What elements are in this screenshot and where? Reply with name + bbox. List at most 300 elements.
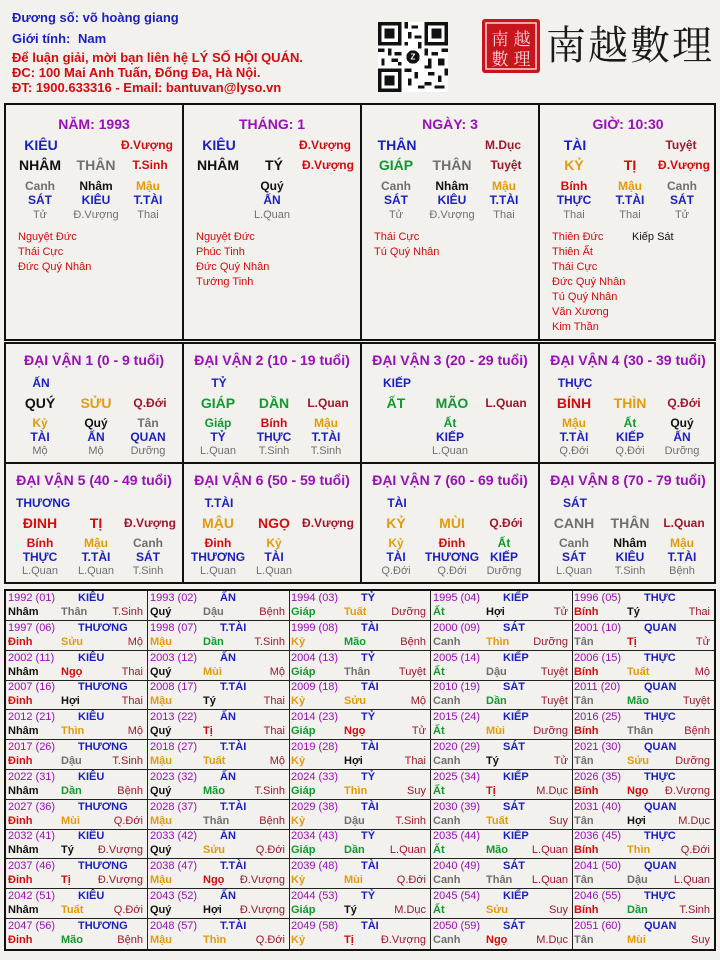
year-label: 2037 (46) bbox=[8, 860, 56, 872]
year-stage: Đ.Vượng bbox=[664, 785, 710, 797]
year-branch: Thân bbox=[203, 815, 230, 827]
year-branch: Tý bbox=[627, 606, 640, 618]
year-branch: Dậu bbox=[486, 666, 507, 678]
earthly-branch: THÂN bbox=[432, 157, 472, 173]
year-cell[interactable] bbox=[148, 889, 290, 919]
year-branch: Tị bbox=[486, 785, 496, 797]
dai-van-hidden-stage: Q.Đới bbox=[437, 565, 467, 577]
year-branch: Sửu bbox=[627, 755, 650, 767]
year-stem: Quý bbox=[150, 844, 172, 856]
hidden-stage: Đ.Vượng bbox=[429, 209, 475, 221]
year-stage: Đ.Vượng bbox=[380, 934, 426, 946]
year-label: 2021 (30) bbox=[574, 741, 622, 753]
year-cell[interactable] bbox=[6, 859, 148, 889]
dai-van-hidden-stem: Bính bbox=[260, 416, 288, 430]
year-stage: Mộ bbox=[127, 725, 143, 737]
dai-van-hidden-god: SÁT bbox=[136, 550, 160, 564]
year-cell[interactable] bbox=[572, 770, 714, 800]
year-branch: Thân bbox=[486, 874, 513, 886]
year-ten-god: TÀI bbox=[361, 622, 379, 634]
year-branch: Dậu bbox=[344, 815, 365, 827]
year-branch: Hợi bbox=[61, 695, 80, 707]
dai-van-8 bbox=[540, 464, 716, 582]
dai-van-hidden-god: KIẾP bbox=[435, 430, 464, 444]
year-branch: Mão bbox=[627, 695, 649, 707]
dai-van-stage: Q.Đới bbox=[489, 516, 523, 530]
dai-van-branch: TỊ bbox=[89, 515, 103, 531]
year-label: 1999 (08) bbox=[291, 622, 339, 634]
year-cell[interactable] bbox=[148, 770, 290, 800]
year-ten-god: THƯƠNG bbox=[78, 681, 128, 693]
dai-van-branch: NGỌ bbox=[258, 515, 290, 531]
dai-van-4 bbox=[540, 344, 716, 462]
qr-code-icon[interactable] bbox=[378, 22, 448, 92]
year-cell[interactable] bbox=[289, 621, 431, 651]
year-cell[interactable] bbox=[6, 770, 148, 800]
dai-van-hidden-stage: Q.Đới bbox=[559, 445, 589, 457]
year-label: 2027 (36) bbox=[8, 801, 56, 813]
year-stage: T.Sinh bbox=[254, 785, 285, 797]
year-cell[interactable] bbox=[289, 889, 431, 919]
divine-star: Phúc Tinh bbox=[196, 246, 245, 258]
year-stem: Tân bbox=[574, 874, 594, 886]
year-stem: Quý bbox=[150, 606, 172, 618]
dai-van-ten-god: THỰC bbox=[557, 376, 593, 390]
dai-van-hidden-stage: T.Sinh bbox=[132, 565, 164, 577]
year-stem: Bính bbox=[574, 904, 599, 916]
pillar-top-stage: Tuyệt bbox=[665, 138, 697, 152]
duong-so-value: võ hoàng giang bbox=[82, 10, 179, 25]
dai-van-branch: MÃO bbox=[435, 395, 469, 411]
dai-van-hidden-stem: Mậu bbox=[84, 536, 108, 550]
dai-van-stem: QUÝ bbox=[24, 395, 56, 411]
year-cell[interactable] bbox=[148, 651, 290, 681]
year-ten-god: ẤN bbox=[220, 592, 236, 604]
year-ten-god: THỰC bbox=[644, 652, 676, 664]
year-branch: Dậu bbox=[61, 755, 82, 767]
year-label: 2003 (12) bbox=[150, 652, 198, 664]
year-branch: Dần bbox=[203, 636, 224, 648]
dai-van-6 bbox=[184, 464, 360, 582]
year-cell[interactable] bbox=[289, 829, 431, 859]
year-cell[interactable] bbox=[289, 740, 431, 770]
dai-van-hidden-god: THỰC bbox=[22, 550, 58, 564]
year-label: 2044 (53) bbox=[291, 890, 339, 902]
dai-van-ten-god: TỶ bbox=[211, 376, 227, 390]
year-ten-god: QUAN bbox=[644, 920, 677, 932]
year-ten-god: KIÊU bbox=[78, 890, 105, 902]
year-stage: Thai bbox=[121, 695, 143, 707]
year-branch: Dần bbox=[627, 904, 648, 916]
year-label: 2014 (23) bbox=[291, 711, 339, 723]
hidden-ten-god: SÁT bbox=[670, 193, 694, 207]
duong-so-line bbox=[12, 10, 179, 25]
heavenly-stem: NHÂM bbox=[19, 157, 61, 173]
year-ten-god: THỰC bbox=[644, 830, 676, 842]
year-stage: M.Dục bbox=[536, 934, 568, 946]
year-branch: Thân bbox=[627, 725, 654, 737]
year-cell[interactable] bbox=[431, 621, 573, 651]
year-stage: Mộ bbox=[269, 755, 285, 767]
year-cell[interactable] bbox=[148, 621, 290, 651]
dai-van-hidden-god: ẤN bbox=[87, 430, 105, 444]
year-stem: Bính bbox=[574, 725, 599, 737]
gioi-tinh-value: Nam bbox=[77, 31, 107, 46]
year-cell[interactable] bbox=[289, 770, 431, 800]
dai-van-stem: BÍNH bbox=[556, 395, 592, 411]
year-stage: Suy bbox=[549, 815, 568, 827]
year-ten-god: T.TÀI bbox=[220, 860, 247, 872]
year-cell[interactable] bbox=[148, 710, 290, 740]
year-stem: Giáp bbox=[291, 844, 316, 856]
year-stage: Đ.Vượng bbox=[239, 904, 285, 916]
hidden-stage: Thai bbox=[619, 209, 641, 221]
dai-van-hidden-stage: Dưỡng bbox=[486, 565, 522, 577]
year-branch: Tý bbox=[486, 755, 499, 767]
year-label: 2039 (48) bbox=[291, 860, 339, 872]
dai-van-hidden-god: T.TÀI bbox=[81, 550, 111, 564]
dai-van-hidden-stage: L.Quan bbox=[77, 565, 115, 577]
year-ten-god: KIẾP bbox=[503, 592, 529, 604]
hidden-stage: L.Quan bbox=[253, 209, 291, 221]
dai-van-hidden-god: TÀI bbox=[386, 550, 406, 564]
dai-van-hidden-stage: Mộ bbox=[32, 445, 48, 457]
year-stem: Tân bbox=[574, 755, 594, 767]
phone-email-line[interactable]: ĐT: 1900.633316 - Email: bantuvan@lyso.vn bbox=[12, 80, 282, 95]
dai-van-branch: MÙI bbox=[439, 515, 465, 531]
year-branch: Thìn bbox=[344, 785, 368, 797]
year-stage: T.Sinh bbox=[395, 815, 426, 827]
svg-text:Z: Z bbox=[410, 52, 416, 62]
hidden-stem: Mậu bbox=[618, 179, 642, 193]
year-label: 2047 (56) bbox=[8, 920, 56, 932]
year-cell[interactable] bbox=[431, 919, 573, 949]
year-ten-god: T.TÀI bbox=[220, 920, 247, 932]
year-cell[interactable] bbox=[289, 651, 431, 681]
dai-van-title: ĐẠI VẬN 4 (30 - 39 tuổi) bbox=[550, 352, 706, 368]
year-stage: Dưỡng bbox=[675, 755, 710, 767]
year-stage: Q.Đới bbox=[113, 815, 143, 827]
year-ten-god: SÁT bbox=[503, 801, 525, 813]
year-cell[interactable] bbox=[6, 680, 148, 710]
year-stem: Nhâm bbox=[8, 785, 39, 797]
year-stem: Ất bbox=[433, 785, 445, 797]
year-stem: Quý bbox=[150, 785, 172, 797]
year-stage: Q.Đới bbox=[113, 904, 143, 916]
year-stem: Ất bbox=[433, 844, 445, 856]
earthly-branch: TÝ bbox=[265, 157, 283, 173]
pillar-3 bbox=[362, 105, 538, 339]
year-ten-god: TỶ bbox=[361, 711, 376, 723]
heavenly-stem: KỶ bbox=[564, 157, 584, 173]
year-cell[interactable] bbox=[148, 829, 290, 859]
year-ten-god: THƯƠNG bbox=[78, 622, 128, 634]
year-branch: Hợi bbox=[203, 904, 222, 916]
year-cell[interactable] bbox=[289, 859, 431, 889]
year-stem: Kỷ bbox=[291, 934, 306, 946]
year-stage: Suy bbox=[691, 934, 710, 946]
dai-van-hidden-god: T.TÀI bbox=[311, 430, 341, 444]
hidden-stage: Tử bbox=[32, 209, 48, 221]
dai-van-hidden-god: KIẾP bbox=[615, 430, 644, 444]
year-label: 2006 (15) bbox=[574, 652, 622, 664]
year-branch: Thìn bbox=[203, 934, 227, 946]
year-cell[interactable] bbox=[431, 829, 573, 859]
year-cell[interactable] bbox=[148, 740, 290, 770]
year-ten-god: T.TÀI bbox=[220, 681, 247, 693]
pillar-ten-god: KIÊU bbox=[202, 137, 236, 153]
dai-van-ten-god: SÁT bbox=[563, 496, 587, 510]
year-cell[interactable] bbox=[431, 889, 573, 919]
year-ten-god: TÀI bbox=[361, 741, 379, 753]
year-cell[interactable] bbox=[572, 859, 714, 889]
year-label: 2050 (59) bbox=[433, 920, 481, 932]
divine-star: Tướng Tinh bbox=[196, 276, 254, 288]
pillar-1 bbox=[6, 105, 182, 339]
year-label: 2023 (32) bbox=[150, 771, 198, 783]
dai-van-ten-god: KIẾP bbox=[382, 376, 411, 390]
year-stem: Kỷ bbox=[291, 636, 306, 648]
year-cell[interactable] bbox=[148, 859, 290, 889]
year-branch: Tuất bbox=[627, 666, 650, 678]
year-cell[interactable] bbox=[6, 710, 148, 740]
dai-van-hidden-stage: L.Quan bbox=[431, 445, 469, 457]
year-stage: L.Quan bbox=[389, 844, 426, 856]
dai-van-1 bbox=[6, 344, 182, 462]
gioi-tinh-label: Giới tính: bbox=[12, 31, 71, 46]
year-cell[interactable] bbox=[289, 800, 431, 830]
year-label: 2046 (55) bbox=[574, 890, 622, 902]
year-stage: Tử bbox=[553, 755, 568, 767]
year-cell[interactable] bbox=[431, 800, 573, 830]
year-cell[interactable] bbox=[148, 919, 290, 949]
dai-van-hidden-stem: Mậu bbox=[670, 536, 694, 550]
year-label: 2026 (35) bbox=[574, 771, 622, 783]
year-ten-god: QUAN bbox=[644, 622, 677, 634]
year-ten-god: KIẾP bbox=[503, 652, 529, 664]
year-stem: Ất bbox=[433, 725, 445, 737]
address-line: ĐC: 100 Mai Anh Tuấn, Đống Đa, Hà Nội. bbox=[12, 65, 261, 80]
year-cell[interactable] bbox=[572, 889, 714, 919]
hidden-stage: Tử bbox=[388, 209, 404, 221]
svg-text:理: 理 bbox=[513, 50, 531, 70]
year-stage: M.Dục bbox=[394, 904, 426, 916]
year-stage: Q.Đới bbox=[255, 844, 285, 856]
year-cell[interactable] bbox=[431, 770, 573, 800]
year-cell[interactable] bbox=[289, 919, 431, 949]
year-cell[interactable] bbox=[572, 680, 714, 710]
hidden-stage: Thai bbox=[137, 209, 159, 221]
year-label: 2015 (24) bbox=[433, 711, 481, 723]
year-branch: Ngọ bbox=[203, 874, 225, 886]
year-stage: Thai bbox=[404, 755, 426, 767]
year-stem: Mậu bbox=[150, 695, 172, 707]
year-branch: Tý bbox=[203, 695, 216, 707]
hidden-stage: Đ.Vượng bbox=[73, 209, 119, 221]
pillar-top-stage: M.Dục bbox=[485, 138, 521, 152]
year-label: 2048 (57) bbox=[150, 920, 198, 932]
year-cell[interactable] bbox=[431, 651, 573, 681]
year-label: 2025 (34) bbox=[433, 771, 481, 783]
hidden-ten-god: ẤN bbox=[263, 193, 281, 207]
hidden-stem: Mậu bbox=[492, 179, 516, 193]
dai-van-hidden-god: KIẾP bbox=[489, 550, 518, 564]
year-stem: Mậu bbox=[150, 874, 172, 886]
year-cell[interactable] bbox=[289, 680, 431, 710]
year-stem: Quý bbox=[150, 904, 172, 916]
pillar-title: NĂM: 1993 bbox=[58, 116, 130, 132]
year-ten-god: TỶ bbox=[361, 830, 376, 842]
year-ten-god: THƯƠNG bbox=[78, 920, 128, 932]
svg-text:南: 南 bbox=[491, 30, 509, 50]
year-label: 2001 (10) bbox=[574, 622, 622, 634]
year-branch: Mùi bbox=[203, 666, 222, 678]
dai-van-title: ĐẠI VẬN 6 (50 - 59 tuổi) bbox=[194, 472, 350, 488]
year-cell[interactable] bbox=[572, 740, 714, 770]
duong-so-label: Đương số: bbox=[12, 10, 80, 25]
year-label: 2007 (16) bbox=[8, 681, 56, 693]
year-stage: Bệnh bbox=[259, 606, 285, 618]
year-ten-god: T.TÀI bbox=[220, 801, 247, 813]
year-stem: Đinh bbox=[8, 874, 33, 886]
year-branch: Hợi bbox=[486, 606, 505, 618]
year-stage: Đ.Vượng bbox=[97, 844, 143, 856]
year-cell[interactable] bbox=[148, 680, 290, 710]
dai-van-title: ĐẠI VẬN 2 (10 - 19 tuổi) bbox=[194, 352, 350, 368]
dai-van-7 bbox=[362, 464, 538, 582]
year-cell[interactable] bbox=[572, 800, 714, 830]
year-ten-god: ẤN bbox=[220, 830, 236, 842]
year-cell[interactable] bbox=[289, 710, 431, 740]
year-stem: Bính bbox=[574, 606, 599, 618]
divine-star: Tú Quý Nhân bbox=[374, 246, 440, 258]
dai-van-stage: Q.Đới bbox=[133, 396, 167, 410]
hidden-ten-god: T.TÀI bbox=[615, 193, 645, 207]
year-stem: Tân bbox=[574, 636, 594, 648]
year-cell[interactable] bbox=[6, 740, 148, 770]
year-cell[interactable] bbox=[148, 591, 290, 621]
year-cell[interactable] bbox=[572, 621, 714, 651]
year-stage: L.Quan bbox=[531, 844, 568, 856]
year-branch: Mão bbox=[61, 934, 83, 946]
dai-van-branch: THÌN bbox=[613, 395, 647, 411]
dai-van-stem: ĐINH bbox=[22, 515, 58, 531]
year-cell[interactable] bbox=[6, 621, 148, 651]
year-branch: Ngọ bbox=[344, 725, 366, 737]
year-stem: Nhâm bbox=[8, 606, 39, 618]
year-stage: Bệnh bbox=[684, 725, 710, 737]
divine-star: Nguyệt Đức bbox=[18, 231, 77, 243]
year-stage: L.Quan bbox=[673, 874, 710, 886]
year-stage: Q.Đới bbox=[680, 844, 710, 856]
divine-star: Thái Cực bbox=[18, 246, 64, 258]
year-stem: Nhâm bbox=[8, 844, 39, 856]
divine-star: Tú Quý Nhân bbox=[552, 291, 618, 303]
year-branch: Tý bbox=[344, 904, 357, 916]
year-ten-god: QUAN bbox=[644, 860, 677, 872]
dai-van-hidden-stem: Ất bbox=[443, 416, 457, 430]
dai-van-hidden-stage: Dưỡng bbox=[130, 445, 166, 457]
dai-van-title: ĐẠI VẬN 5 (40 - 49 tuổi) bbox=[16, 472, 172, 488]
divine-star: Đức Quý Nhân bbox=[552, 276, 626, 288]
year-cell[interactable] bbox=[148, 800, 290, 830]
dai-van-hidden-stem: Quý bbox=[670, 416, 694, 430]
year-cell[interactable] bbox=[289, 591, 431, 621]
heavenly-stem: NHÂM bbox=[197, 157, 239, 173]
year-cell[interactable] bbox=[6, 800, 148, 830]
year-label: 2034 (43) bbox=[291, 830, 339, 842]
year-branch: Mùi bbox=[61, 815, 80, 827]
hidden-stage: Thai bbox=[493, 209, 515, 221]
year-cell[interactable] bbox=[431, 710, 573, 740]
year-cell[interactable] bbox=[431, 591, 573, 621]
divine-star: Thiên Đức bbox=[552, 231, 604, 243]
year-cell[interactable] bbox=[6, 651, 148, 681]
year-cell[interactable] bbox=[572, 591, 714, 621]
year-stage: T.Sinh bbox=[679, 904, 710, 916]
year-ten-god: KIẾP bbox=[503, 771, 529, 783]
year-ten-god: KIÊU bbox=[78, 711, 105, 723]
svg-text:數: 數 bbox=[491, 50, 509, 70]
year-stem: Kỷ bbox=[291, 695, 306, 707]
year-label: 2019 (28) bbox=[291, 741, 339, 753]
dai-van-hidden-stage: Mộ bbox=[88, 445, 104, 457]
year-branch: Dần bbox=[486, 695, 507, 707]
dai-van-hidden-stage: L.Quan bbox=[21, 565, 59, 577]
pillar-2 bbox=[184, 105, 360, 339]
dai-van-hidden-stage: Dưỡng bbox=[664, 445, 700, 457]
year-branch: Tuất bbox=[203, 755, 226, 767]
year-branch: Thân bbox=[61, 606, 88, 618]
year-branch: Thân bbox=[344, 666, 371, 678]
year-label: 2002 (11) bbox=[8, 652, 55, 664]
year-cell[interactable] bbox=[431, 859, 573, 889]
dai-van-hidden-god: SÁT bbox=[562, 550, 586, 564]
year-ten-god: ẤN bbox=[220, 771, 236, 783]
year-stage: Bệnh bbox=[117, 785, 143, 797]
year-cell[interactable] bbox=[6, 591, 148, 621]
dai-van-hidden-stage: L.Quan bbox=[199, 445, 237, 457]
year-stage: Tử bbox=[553, 606, 568, 618]
dai-van-hidden-stem: Bính bbox=[26, 536, 54, 550]
dai-van-hidden-stage: L.Quan bbox=[255, 565, 293, 577]
year-cell[interactable] bbox=[572, 919, 714, 949]
year-cell[interactable] bbox=[431, 680, 573, 710]
year-stage: Q.Đới bbox=[396, 874, 426, 886]
year-label: 2010 (19) bbox=[433, 681, 481, 693]
dai-van-hidden-god: T.TÀI bbox=[559, 430, 589, 444]
year-cell[interactable] bbox=[572, 651, 714, 681]
branch-stage: Tuyệt bbox=[490, 158, 522, 172]
year-cell[interactable] bbox=[6, 829, 148, 859]
hidden-ten-god: SÁT bbox=[28, 193, 52, 207]
year-cell[interactable] bbox=[6, 889, 148, 919]
year-branch: Tị bbox=[203, 725, 213, 737]
year-cell[interactable] bbox=[572, 710, 714, 740]
year-cell[interactable] bbox=[431, 740, 573, 770]
pillar-ten-god: TÀI bbox=[563, 137, 587, 153]
year-cell[interactable] bbox=[6, 919, 148, 949]
dai-van-ten-god: THƯƠNG bbox=[16, 496, 71, 510]
year-cell[interactable] bbox=[572, 829, 714, 859]
dai-van-hidden-god: THỰC bbox=[256, 430, 292, 444]
dai-van-hidden-stage: Q.Đới bbox=[381, 565, 411, 577]
year-ten-god: KIÊU bbox=[78, 652, 105, 664]
dai-van-branch: SỬU bbox=[80, 395, 112, 411]
branch-stage: T.Sinh bbox=[132, 158, 168, 172]
year-ten-god: SÁT bbox=[503, 920, 525, 932]
year-stage: T.Sinh bbox=[112, 606, 143, 618]
